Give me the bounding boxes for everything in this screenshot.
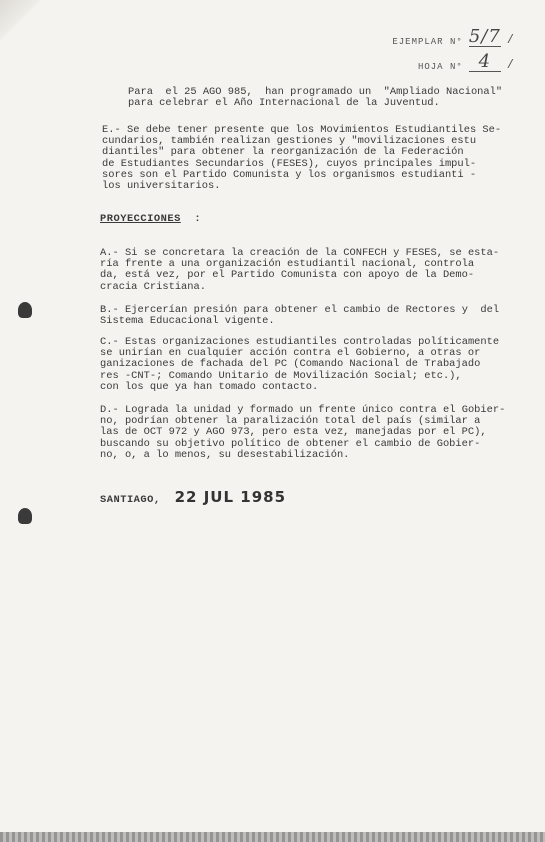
projection-d (100, 405, 505, 461)
copy-number: 5/7 (468, 26, 501, 47)
intro-paragraph: Para el 25 AGO 985, han programado un "Ampliado Nacional" para celebrar el Año Internacional de la Juventud. (128, 86, 503, 110)
projection-c (100, 337, 499, 393)
projection-d-text: Lograda la unidad y formado un frente único contra el Gobier- no, podrían obtener la paralización total del país (similar a las de OCT 972 y AGO 973, pero esta vez, manejadas por el PC), buscando su objetivo político de obtener el cambio de Gobier- no, o, a lo menos, su desestabilización. (100, 404, 506, 461)
section-heading-text: PROYECCIONES (100, 213, 181, 225)
item-e-text: Se debe tener presente que los Movimientos Estudiantiles Se- cundarios, también realizan gestiones y "movilizaciones estu diantiles" para obtener la reorganización de la Federación de Estudiantes Secundarios (FESES), cuyos principales impul- sores son el Partido Comunista y los organismos estudianti - los universitarios. (102, 124, 502, 193)
projection-b-marker: B.- (100, 304, 119, 316)
projection-a-marker: A.- (100, 247, 119, 259)
section-heading-colon: : (194, 213, 202, 225)
section-heading (100, 214, 201, 225)
punch-hole-top (18, 302, 32, 318)
projection-d-marker: D.- (100, 404, 119, 416)
copy-number-line (392, 28, 515, 47)
sheet-number-line (418, 53, 515, 72)
projection-a (100, 248, 499, 293)
projection-b (100, 305, 499, 327)
sheet-label: HOJA N° (417, 62, 463, 72)
scan-bottom-edge (0, 832, 545, 842)
punch-hole-bottom (18, 508, 32, 524)
city-name: SANTIAGO, (100, 494, 161, 506)
signature-line (100, 488, 286, 506)
folded-corner (0, 0, 60, 40)
projection-c-text: Estas organizaciones estudiantiles controladas políticamente se unirían en cualquier acción contra el Gobierno, a otras or ganizaciones de fachada del PC (Comando Nacional de Trabajado res -CNT-; Comando Unitario de Movilización Social; etc.), con los que ya han tomado contacto. (100, 336, 500, 393)
sheet-number: 4 (469, 53, 501, 72)
item-e-marker: E.- (102, 124, 121, 136)
item-e (102, 125, 501, 192)
sheet-slash: / (506, 58, 515, 72)
projection-a-text: Si se concretara la creación de la CONFECH y FESES, se esta- ría frente a una organización estudiantil nacional, controla da, está vez, por el Partido Comunista con apoyo de la Demo- cracia Cristiana. (100, 247, 500, 293)
date-stamp: 22 JUL 1985 (174, 488, 287, 506)
copy-label: EJEMPLAR N° (392, 37, 463, 47)
projection-c-marker: C.- (100, 336, 119, 348)
copy-slash: / (506, 33, 515, 47)
projection-b-text: Ejercerían presión para obtener el cambio de Rectores y del Sistema Educacional vigente. (100, 304, 500, 328)
